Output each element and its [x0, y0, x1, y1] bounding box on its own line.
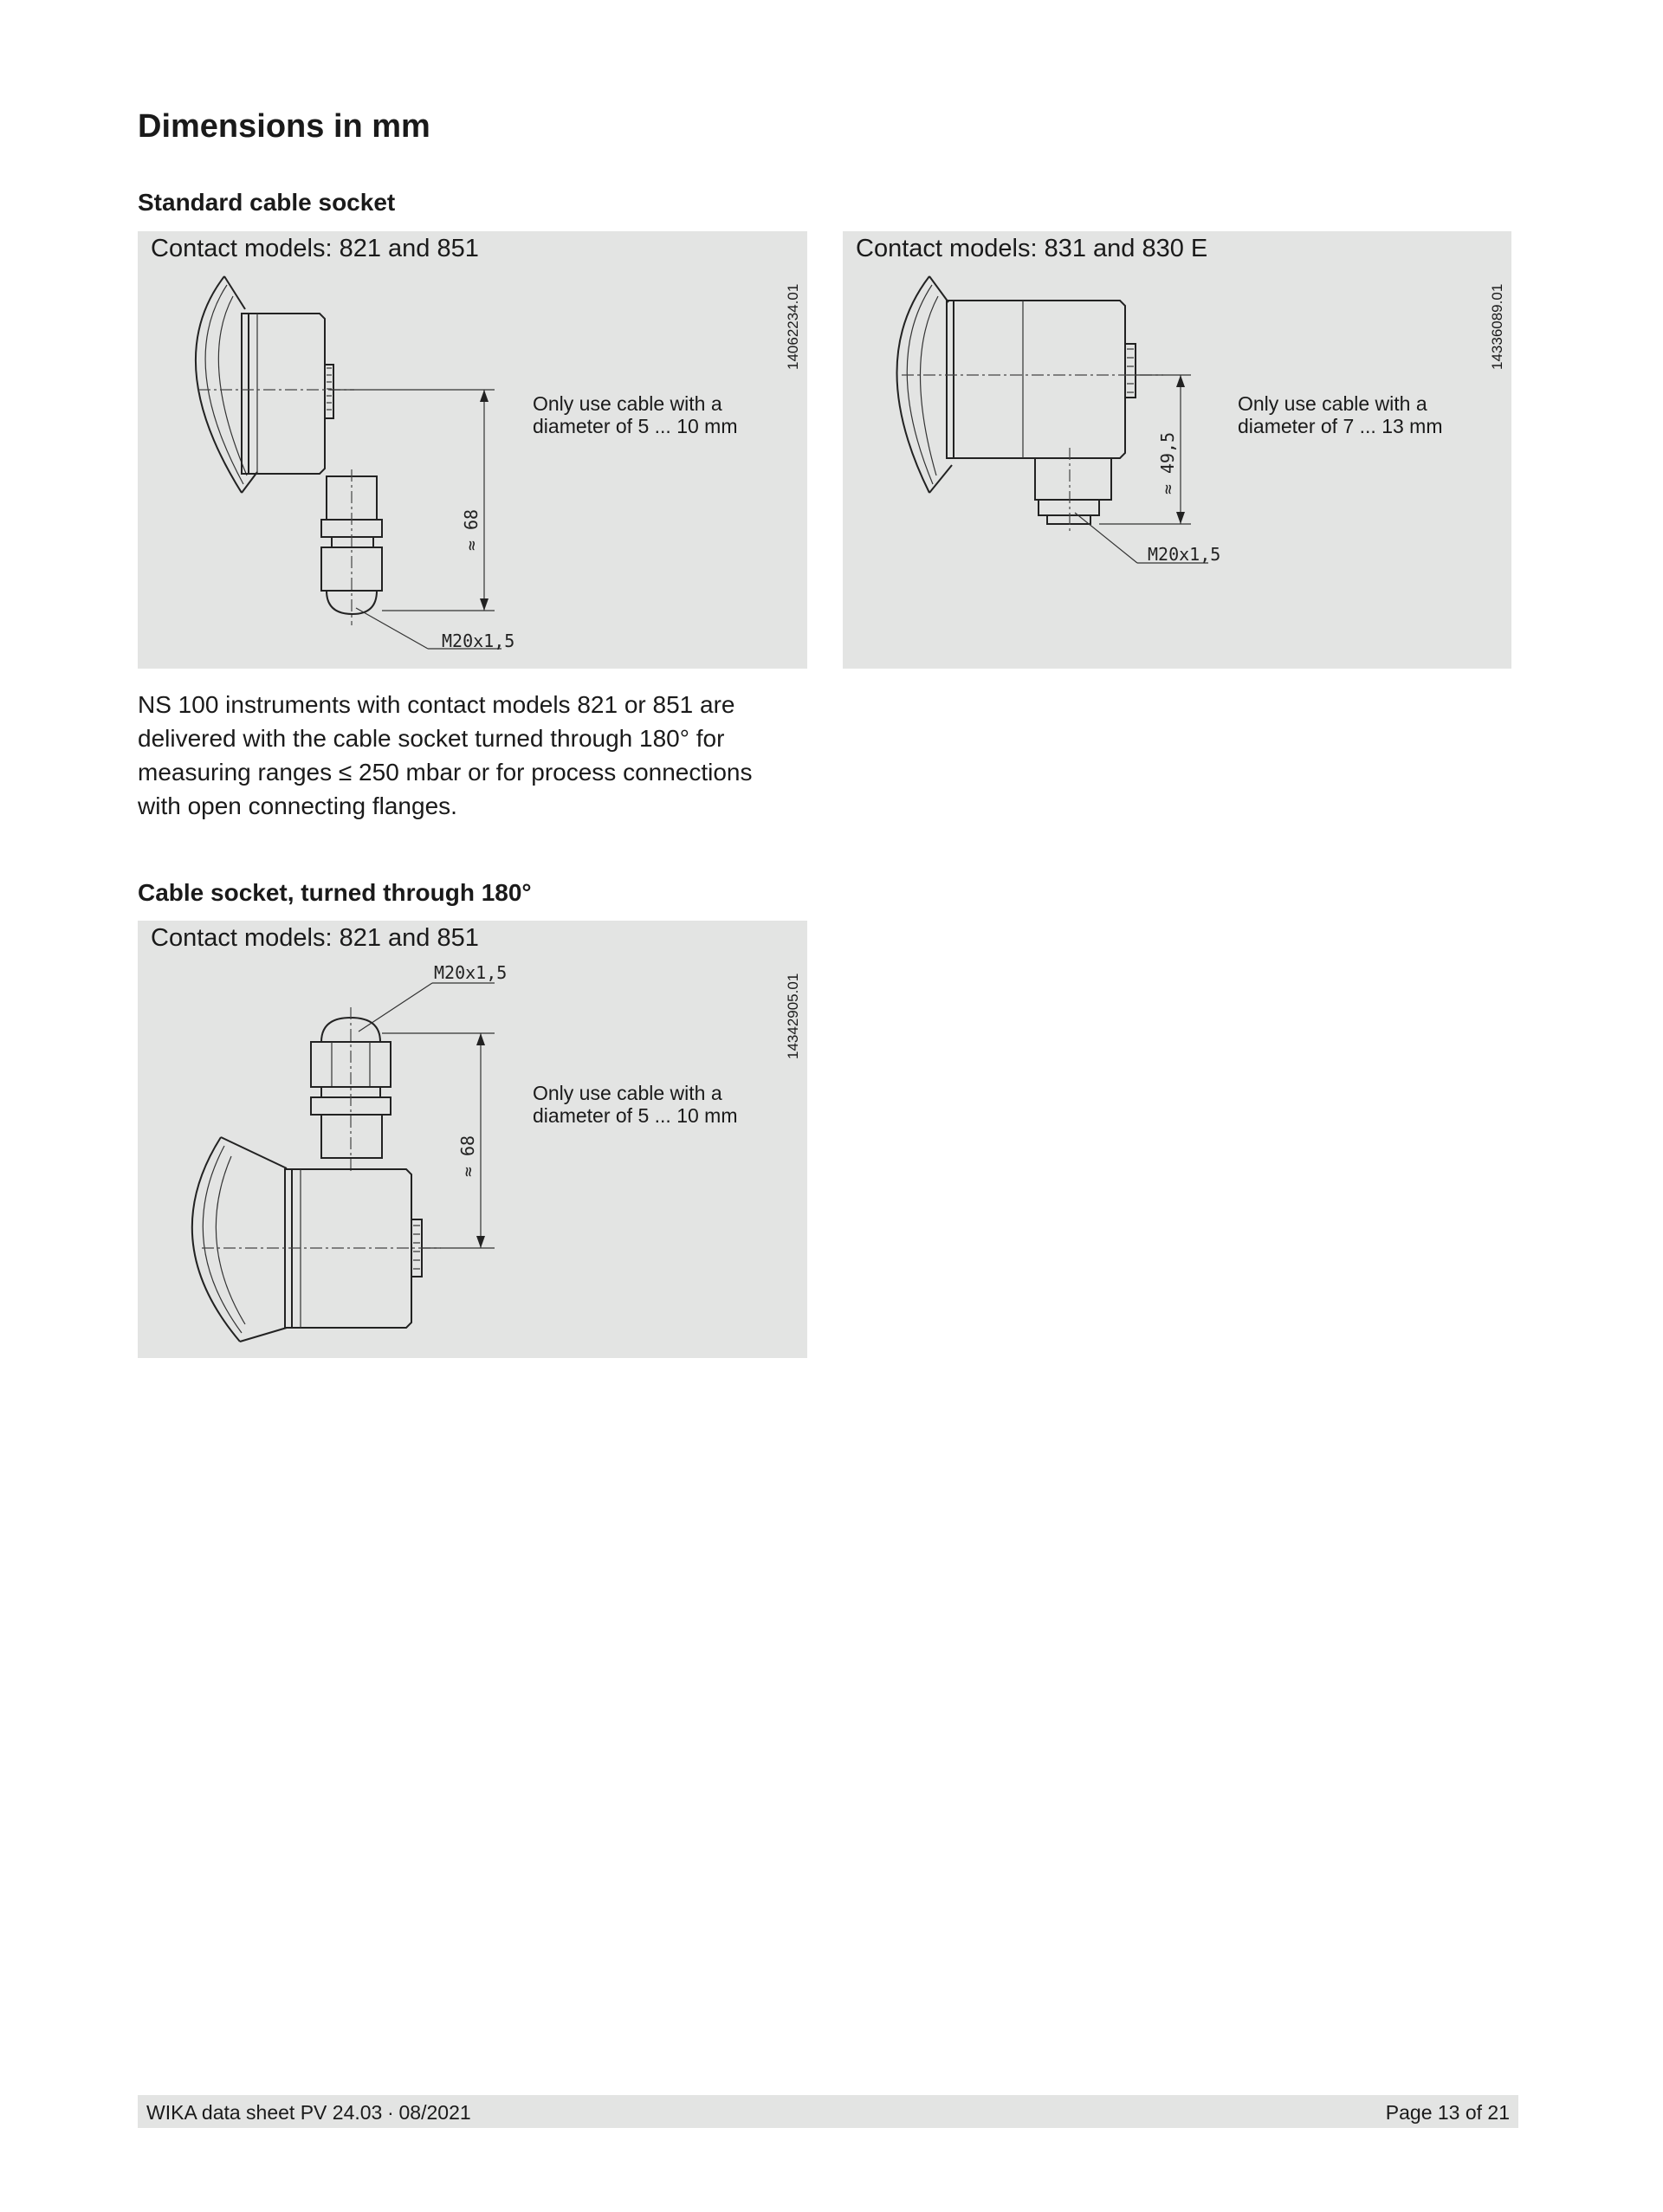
drawing-id: 14336089.01 [1489, 283, 1505, 370]
section-heading-standard: Standard cable socket [138, 189, 396, 216]
drawing-panel-standard-831-830e [843, 231, 1511, 669]
cable-note: Only use cable with a diameter of 5 ... 10 mm [533, 1082, 738, 1127]
footer-page-number: Page 13 of 21 [1385, 2101, 1510, 2124]
dimension-label: ≈ 68 [457, 1135, 478, 1178]
panel-title: Contact models: 831 and 830 E [856, 235, 1208, 262]
panel-title: Contact models: 821 and 851 [151, 235, 479, 262]
technical-drawing [843, 231, 1511, 669]
section-heading-turned: Cable socket, turned through 180° [138, 879, 532, 906]
thread-label: M20x1,5 [442, 631, 515, 651]
dimension-label: ≈ 49,5 [1157, 431, 1178, 495]
page-title: Dimensions in mm [138, 108, 430, 145]
technical-drawing [138, 921, 807, 1358]
drawing-id: 14062234.01 [785, 283, 801, 370]
drawing-id: 14342905.01 [785, 973, 801, 1059]
thread-label: M20x1,5 [434, 962, 508, 983]
cable-note: Only use cable with a diameter of 7 ... 13 mm [1238, 392, 1443, 437]
cable-note: Only use cable with a diameter of 5 ... 10 mm [533, 392, 738, 437]
thread-label: M20x1,5 [1148, 544, 1221, 565]
page-footer [138, 2095, 1518, 2128]
drawing-panel-standard-821-851 [138, 231, 807, 669]
footer-datasheet-ref: WIKA data sheet PV 24.03 ∙ 08/2021 [146, 2101, 471, 2124]
panel-title: Contact models: 821 and 851 [151, 924, 479, 952]
dimension-label: ≈ 68 [461, 508, 482, 552]
delivery-note-paragraph: NS 100 instruments with contact models 821 or 851 are delivered with the cable socket turned through 180° for measuring ranges ≤ 250 mbar or for process connections with open connecting flanges. [138, 691, 753, 819]
technical-drawing [138, 231, 807, 669]
drawing-panel-turned-821-851 [138, 921, 807, 1358]
